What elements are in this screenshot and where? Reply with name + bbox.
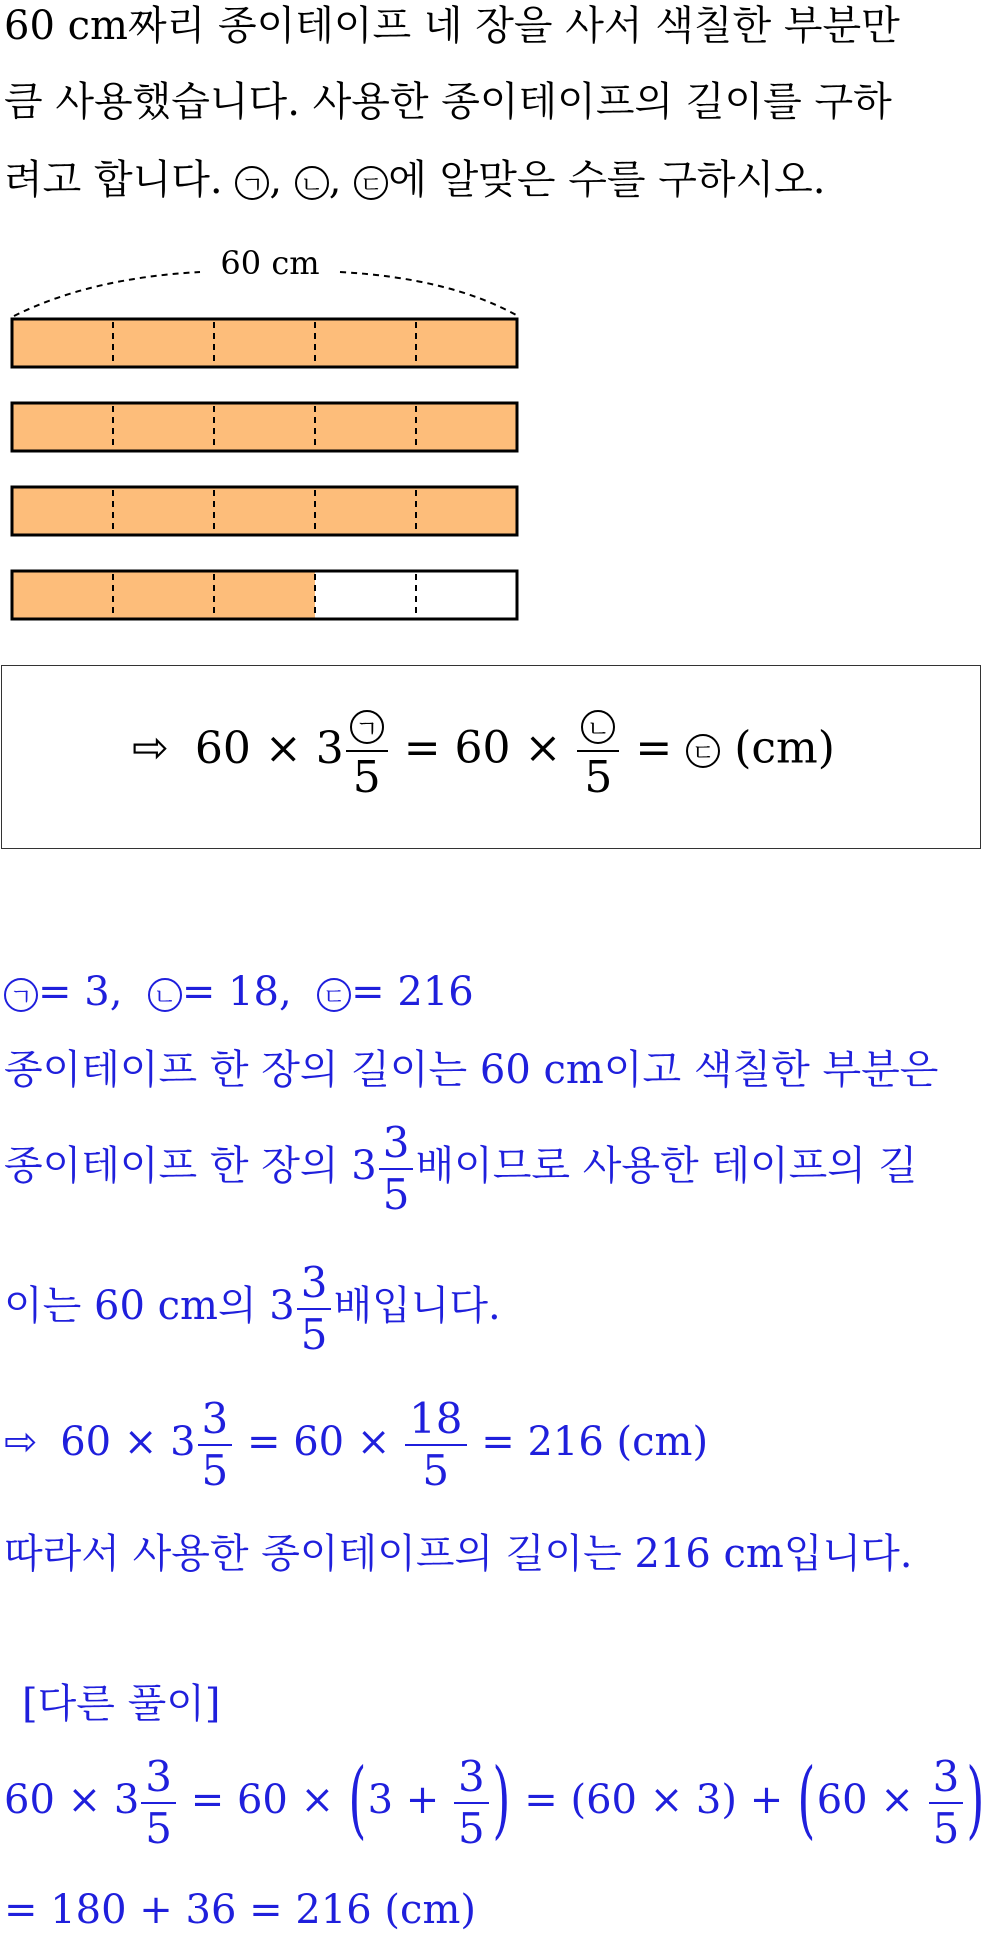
tape-shaded-part xyxy=(12,319,517,367)
solution-text-3a: 이는 60 cm의 3 xyxy=(4,1283,295,1329)
problem-line-2: 큼 사용했습니다. 사용한 종이테이프의 길이를 구하 xyxy=(4,79,892,125)
solution-calc xyxy=(4,1394,709,1495)
numerator: 3 xyxy=(141,1756,176,1804)
problem-line-1: 60 cm짜리 종이테이프 네 장을 사서 색칠한 부분만 xyxy=(4,3,900,49)
alt-part-5: 60 × xyxy=(816,1777,927,1823)
box-part-1: 60 × 3 xyxy=(194,722,344,774)
box-fraction-1 xyxy=(346,702,388,803)
box-formula xyxy=(132,702,835,803)
calc-fraction-2 xyxy=(405,1394,466,1495)
tape-shaded-part xyxy=(12,403,517,451)
numerator: 18 xyxy=(405,1398,466,1446)
length-brace xyxy=(340,272,518,316)
right-paren: ) xyxy=(492,1750,511,1848)
alt-part-2: = 60 × xyxy=(178,1777,347,1823)
tape-shaded-part xyxy=(12,571,315,619)
mixed-fraction xyxy=(379,1118,414,1219)
solution-text-2 xyxy=(4,1118,918,1219)
alt-fraction-2 xyxy=(454,1752,489,1853)
equals: = xyxy=(621,722,687,774)
calc-part-1: 60 × 3 xyxy=(60,1419,196,1465)
box-denominator: 5 xyxy=(352,752,381,803)
mark-nieun: ㄴ xyxy=(581,710,615,744)
mark-digeut: ㄷ xyxy=(354,166,388,200)
answer-nieun: 18 xyxy=(228,969,279,1015)
alt-part-4: = (60 × 3) + xyxy=(511,1777,796,1823)
solution-conclusion: 따라서 사용한 종이테이프의 길이는 216 cm입니다. xyxy=(4,1531,913,1577)
mark-nieun: ㄴ xyxy=(148,978,182,1012)
numerator: 3 xyxy=(454,1756,489,1804)
alt-fraction-1 xyxy=(141,1752,176,1853)
calc-part-2: = 60 × xyxy=(234,1419,404,1465)
comma: , xyxy=(328,157,342,203)
alt-line-1 xyxy=(4,1750,986,1853)
alt-heading: [다른 풀이] xyxy=(22,1681,221,1727)
denominator: 5 xyxy=(422,1446,450,1495)
calc-fraction-1 xyxy=(198,1394,233,1495)
numerator: 3 xyxy=(198,1398,233,1446)
denominator: 5 xyxy=(382,1170,410,1219)
length-label: 60 cm xyxy=(220,244,320,282)
numerator: 3 xyxy=(929,1756,964,1804)
alt-part-3: 3 + xyxy=(367,1777,453,1823)
box-arrow: ⇨ xyxy=(132,722,169,774)
problem-line-3 xyxy=(4,157,826,203)
answer-digeut: 216 xyxy=(397,969,474,1015)
solution-text-3 xyxy=(4,1258,501,1359)
answer-giyeok: 3 xyxy=(84,969,110,1015)
denominator: 5 xyxy=(201,1446,229,1495)
mark-nieun: ㄴ xyxy=(295,166,329,200)
calc-part-3: = 216 (cm) xyxy=(468,1419,709,1465)
comma: , xyxy=(269,157,283,203)
solution-text-3b: 배입니다. xyxy=(333,1283,501,1329)
mark-digeut: ㄷ xyxy=(686,734,720,768)
mixed-fraction xyxy=(297,1258,332,1359)
problem-line-3-text: 려고 합니다. xyxy=(4,157,236,203)
solution-text-2b: 배이므로 사용한 테이프의 길 xyxy=(415,1143,918,1189)
solution-text-1: 종이테이프 한 장의 길이는 60 cm이고 색칠한 부분은 xyxy=(4,1047,939,1093)
mark-digeut: ㄷ xyxy=(317,978,351,1012)
box-unit: (cm) xyxy=(734,722,835,774)
numerator: 3 xyxy=(297,1262,332,1310)
answer-values: ㄱ = 3, ㄴ = 18, ㄷ = 216 xyxy=(4,972,474,1012)
tape-diagram xyxy=(0,230,540,640)
tape-shaded-part xyxy=(12,487,517,535)
mark-giyeok: ㄱ xyxy=(235,166,269,200)
answer-box xyxy=(1,665,981,849)
denominator: 5 xyxy=(300,1310,328,1359)
alt-line-2: = 180 + 36 = 216 (cm) xyxy=(4,1887,476,1933)
denominator: 5 xyxy=(145,1804,173,1853)
left-paren: ( xyxy=(797,1750,816,1848)
mark-giyeok: ㄱ xyxy=(350,710,384,744)
box-denominator: 5 xyxy=(584,752,613,803)
alt-part-1: 60 × 3 xyxy=(4,1777,140,1823)
equals: = xyxy=(389,722,455,774)
problem-line-3-tail: 에 알맞은 수를 구하시오. xyxy=(388,157,826,203)
alt-fraction-3 xyxy=(929,1752,964,1853)
length-brace xyxy=(14,272,200,316)
right-paren: ) xyxy=(966,1750,985,1848)
mark-giyeok: ㄱ xyxy=(4,978,38,1012)
box-part-2: 60 × xyxy=(454,722,576,774)
left-paren: ( xyxy=(348,1750,367,1848)
denominator: 5 xyxy=(458,1804,485,1853)
box-fraction-2 xyxy=(577,702,619,803)
calc-arrow: ⇨ xyxy=(4,1419,38,1465)
numerator: 3 xyxy=(379,1122,414,1170)
denominator: 5 xyxy=(932,1804,960,1853)
solution-text-2a: 종이테이프 한 장의 3 xyxy=(4,1143,377,1189)
